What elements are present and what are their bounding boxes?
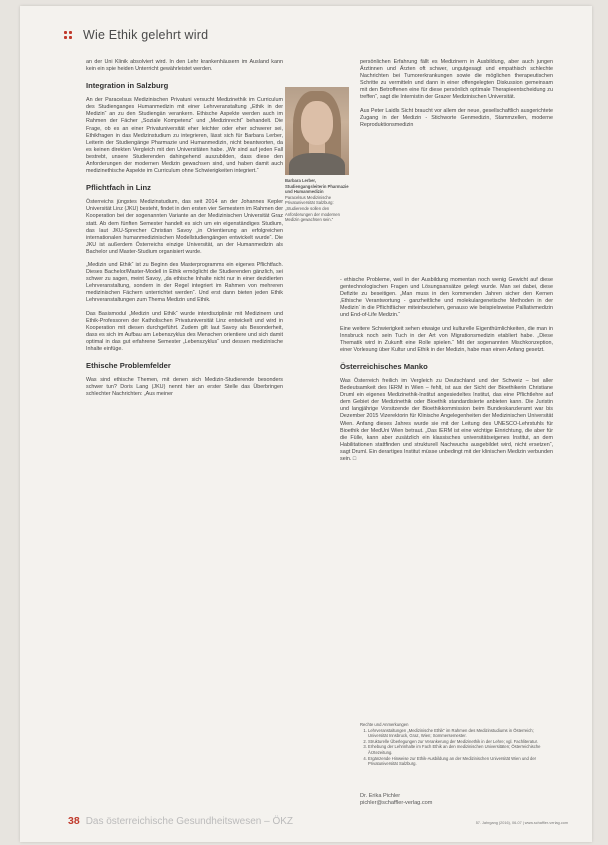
- footnotes: [360, 722, 553, 767]
- footnotes-title: Rechte und Anmerkungen: [360, 722, 409, 727]
- section-header: [64, 26, 208, 44]
- footnote-item: 4. Ergänzende Hinweise zur Ethik-Ausbildung an der Medizinischen Universität Wien und der Privatuniversität Salzburg.: [368, 756, 553, 767]
- publication-title: Das österreichische Gesundheitswesen – ÖKZ: [85, 816, 294, 827]
- grid-dots-icon: [64, 31, 73, 40]
- author-email[interactable]: pichler@schaffler-verlag.com: [360, 800, 433, 807]
- footnote-item: 1. Lehrveranstaltungen „Medizinische Ethik“ im Rahmen des Medizinstudiums in Österreich; Universität Innsbruck, Graz, Wien; Sommersemester.: [368, 728, 553, 739]
- author-block: [360, 793, 553, 808]
- footnote-item: 3. Erhebung der Lehrinhalte im Fach Ethik an den medizinischen Universitäten; Österreichische Ärztezeitung.: [368, 744, 553, 755]
- paragraph: Eine weitere Schwierigkeit sehen etwaige und kulturelle Eigenthümlichkeiten, die man in Innsbruck noch sein Tuch in der Art von Migrationsmedizin etabliert habe. „Diese Thematik wird in Zukunft eine Rolle spielen.“ Mit der sogenannten Mischkonzeption, einer Vorlesung über Kultur und Ethik in der Medizin, habe man einen Anfang gesetzt.: [340, 325, 553, 353]
- paragraph: - ethische Probleme, weil in der Ausbildung momentan noch wenig Gewicht auf diese gentechnologischen Fragen und Lösungsansätze gelegt wurde. Man sei dabei, diese Defizite zu beseitigen. „Man muss in den kommenden Jahren sicher den Kernen ‚Ethische Verantwortung - ganzheitliche und molekulargenetische Methoden in der Medizin‘ in die Pflichtfächer miteinbeziehen, genauso wie beispielsweise Palliativmedizin und End-of-Life Medizin.“: [340, 277, 553, 319]
- page-number: 38: [68, 815, 80, 827]
- right-column-top: [360, 59, 553, 135]
- caption-text: Paracelsus Medizinische Privatuniversität Salzburg: „Studierende sollen den Anforderungen der modernen Medizin gewachsen sein.“: [285, 194, 340, 223]
- author-name: Dr. Erika Pichler: [360, 793, 401, 799]
- paragraph: „Medizin und Ethik“ ist zu Beginn des Masterprogramms ein eigenes Pflichtfach. Dieses Bachelor/Master-Modell in Ethik ermöglicht die Studierenden gänzlich, sei schwer zu sagen, meint Savoy, „da ethische Inhalte nicht nur in einer dezidierten Lehrveranstaltung, sondern in der Regel integriert im Rahmen von mehreren medizinischen Fächern unterrichtet werden“. Und erst dann bieten jeden Ethik Lehrveranstaltungen zum Thema Medizin und Ethik.: [86, 261, 283, 304]
- issue-info: 57. Jahrgang (2016), 06-07 | www.schaffler-verlag.com: [475, 821, 568, 825]
- section-title: Wie Ethik gelehrt wird: [83, 28, 209, 42]
- subheading-salzburg: Integration in Salzburg: [86, 81, 169, 91]
- portrait-photo: [285, 87, 349, 175]
- paragraph: Was sind ethische Themen, mit denen sich Medizin-Studierende besonders schwer tun? Doris Lang (JKU) nennt hier an erster Stelle das Überbringen schlechter Nachrichten: „Aus meiner: [86, 377, 283, 398]
- right-column-lower: [340, 277, 553, 469]
- photo-caption: [285, 178, 355, 223]
- subheading-linz: Pflichtfach in Linz: [86, 183, 151, 193]
- subheading-problemfelder: Ethische Problemfelder: [86, 361, 171, 371]
- paragraph: Österreichs jüngstes Medizinstudium, das seit 2014 an der Johannes Kepler Universität Linz (JKU) besteht, findet in den ersten vier Semestern im Rahmen der Kooperation bei der sogenannten Variante an der Medizinischen Universität Graz statt. Ab dem fünften Semester handelt es sich um ein eigenständiges Studium, das laut JKU-Sprecher Christian Savoy „in Orientierung an erfolgreichen internationalen humanmedizinischen Modellstudiengängen entwickelt wurde“. Die JKU ist außerdem Österreichs einzige Universität, an der Humanmedizin als Bachelor und Master-Studium organisiert wurde.: [86, 199, 283, 255]
- page: [20, 6, 592, 842]
- paragraph: an der Uni Klinik absolviert wird. In den Lehr krankenhäusern im Ausland kann kein ein spie heiden Unterricht gewährleistet werden.: [86, 59, 283, 73]
- left-column: [86, 59, 283, 404]
- paragraph: Was Österreich freilich im Vergleich zu Deutschland und der Schweiz – bei aller Bedeutsamkeit des IERM in Wien – fehlt, ist aus der Sicht der Bioethikerin Christiane Druml ein eigenes Medizinethik-Institut angesiedeltes Institut, das eine Pflichtlehre auf dem Gebiet der Medizinethik oder Bioethik standardisierte anbieten kann. Die Juristin und langjährige Vorsitzende der Bioethikkommission beim Bundeskanzleramt war bis Dezember 2015 Vizerektorin für Klinische Angelegenheiten der Medizinischen Universität Wien. Anfang dieses Jahres wurde sie mit der Leitung des UNESCO-Lehrstuhls für Bioethik der MedUni Wien betraut. „Das IERM ist eine wichtige Einrichtung, die aber für die Fülle, kann aber zusätzlich ein klassisches universitätseigenes Institut, an dem Habilitationen stattfinden und strukturell Nachwuchs ausgebildet wird, nicht ersetzen“, sagt Druml. Ein derartiges Institut müsse unbedingt mit der klinischen Medizin verbunden sein. □: [340, 377, 553, 462]
- footnote-item: 2. Strukturelle Überlegungen zur Verankerung der Medizinethik in der Lehre; vgl. Fachliteratur.: [368, 739, 553, 745]
- caption-name: Barbara Lerber, Studiengangsleiterin Pharmazie und Humanmedizin: [285, 178, 349, 195]
- subheading-manko: Österreichisches Manko: [340, 361, 428, 371]
- paragraph: Aus Peter Laidls Sicht braucht vor allem der neue, gesellschaftlich ausgerichtete Zugang in der Medizin - Stichworte Genmedizin, Stammzellen, moderne Reproduktionsmedizin: [360, 107, 553, 128]
- page-footer: [68, 815, 568, 829]
- paragraph: An der Paracelsus Medizinischen Privatuni versucht Medizinethik im Curriculum des Studienganges Humanmedizin mit einer Lehrveranstaltung „Ethik in der Medizin“ an zu den Studiengän verankern. Ethische Aspekte werden auch im Rahmen der Fächer „Soziale Kompetenz“ und „Medizinrecht“ behandelt. Die Frage, ob es an einer Privatuniversität eher leichter oder eher schwerer sei, Ethikfragen in das Medizinstudium zu integrieren, lässt sich für Barbara Lerber, Leiterin der Studiengänge Pharmazie und Humanmedizin, nicht beantworten, da es keinen direkten Vergleich mit den Universitäten habe. „Wir sind auf jeden Fall bestrebt, unsere Studierenden dahingehend auszubilden, dass diese den Anforderungen der modernen Medizin gewachsen sind, und haben damit auch medizinethische Aspekte im Curriculum ohne Schwierigkeiten integriert.“: [86, 97, 283, 175]
- paragraph: persönlichen Erfahrung fällt es Medizinern in Ausbildung, aber auch jungen Ärztinnen und Ärzten oft schwer, ungutgesagt und empathisch schlechte Nachrichten bei Tumorerkrankungen sowie die möglichen therapeutischen Schritte zu vermitteln und dann in einer offengelegten Diskussion gemeinsam mit den Betroffenen eine für diese persönlich optimale Therapieentscheidung zu treffen“, sagt die Internistin der Grazer Medizinischen Universität.: [360, 59, 553, 101]
- paragraph: Das Basismodul „Medizin und Ethik“ wurde interdisziplinär mit Medizinern und Ethik-Professoren der Katholischen Privatuniversität Linz entwickelt und wird in Kooperation mit diesen durchgeführt. Zudem gilt laut Savoy als Besonderheit, dass es sich im Aufbau am Lebenszyklus des Menschen orientiere und sich damit optimal in das gut erfahrene Semester „Lebenszyklus“ und dessen medizinische Inhalte einfüge.: [86, 310, 283, 352]
